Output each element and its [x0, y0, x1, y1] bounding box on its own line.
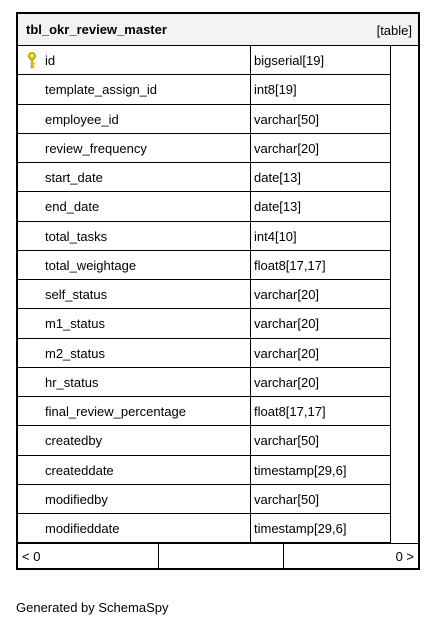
table-footer — [18, 543, 418, 568]
column-extra-cell — [391, 426, 418, 455]
column-list — [18, 46, 418, 543]
column-type-cell — [251, 280, 391, 309]
column-name-cell — [18, 456, 251, 485]
column-type: date[13] — [254, 199, 301, 215]
column-name: start_date — [45, 170, 103, 185]
column-name: createddate — [45, 462, 114, 478]
column-extra-cell — [391, 368, 418, 397]
column-extra-cell — [391, 280, 418, 309]
column-name: final_review_percentage — [45, 404, 186, 419]
column-type-cell — [251, 105, 391, 134]
column-type-cell — [251, 426, 391, 455]
column-name: self_status — [45, 287, 108, 302]
table-header — [18, 14, 418, 46]
column-name-cell — [18, 46, 251, 75]
column-name-cell — [18, 222, 251, 251]
column-extra-cell — [391, 514, 418, 543]
table-row[interactable] — [18, 456, 418, 485]
column-type-cell — [251, 163, 391, 192]
column-extra-cell — [391, 456, 418, 485]
table-row[interactable] — [18, 514, 418, 543]
column-type-cell — [251, 251, 391, 280]
column-name-cell — [18, 251, 251, 280]
table-row[interactable] — [18, 134, 418, 163]
column-name: total_tasks — [45, 228, 108, 244]
column-name-cell — [18, 339, 251, 368]
column-name-cell — [18, 134, 251, 163]
column-type: float8[17,17] — [254, 257, 326, 273]
column-type-cell — [251, 368, 391, 397]
column-name-cell — [18, 75, 251, 104]
column-extra-cell — [391, 163, 418, 192]
table-type-label: [table] — [376, 23, 412, 38]
column-name: hr_status — [45, 374, 99, 390]
column-type: timestamp[29,6] — [254, 521, 347, 536]
column-type: varchar[20] — [254, 140, 320, 156]
column-name-cell — [18, 105, 251, 134]
column-extra-cell — [391, 397, 418, 426]
table-row[interactable] — [18, 75, 418, 104]
column-type: varchar[20] — [254, 316, 320, 332]
column-type: timestamp[29,6] — [254, 462, 347, 478]
column-name: m1_status — [45, 316, 105, 332]
column-type-cell — [251, 339, 391, 368]
column-name-cell — [18, 514, 251, 543]
column-type: varchar[20] — [254, 287, 320, 302]
table-node[interactable] — [16, 12, 420, 570]
column-extra-cell — [391, 251, 418, 280]
column-type: float8[17,17] — [254, 404, 326, 419]
table-row[interactable] — [18, 368, 418, 397]
column-type-cell — [251, 397, 391, 426]
column-type: varchar[50] — [254, 491, 320, 507]
generated-by-text: Generated by SchemaSpy — [16, 600, 169, 615]
column-name-cell — [18, 163, 251, 192]
column-name: modifieddate — [45, 521, 120, 536]
column-name: m2_status — [45, 345, 105, 361]
column-type: date[13] — [254, 170, 301, 185]
table-row[interactable] — [18, 163, 418, 192]
table-row[interactable] — [18, 426, 418, 455]
column-extra-cell — [391, 75, 418, 104]
table-row[interactable] — [18, 192, 418, 221]
footer-divider — [158, 544, 159, 569]
table-row[interactable] — [18, 339, 418, 368]
column-name: id — [45, 53, 56, 68]
column-name: template_assign_id — [45, 82, 158, 98]
column-type-cell — [251, 514, 391, 543]
table-row[interactable] — [18, 485, 418, 514]
column-extra-cell — [391, 485, 418, 514]
column-type-cell — [251, 222, 391, 251]
column-extra-cell — [391, 134, 418, 163]
column-type-cell — [251, 46, 391, 75]
column-extra-cell — [391, 339, 418, 368]
table-row[interactable] — [18, 397, 418, 426]
column-type-cell — [251, 192, 391, 221]
column-name-cell — [18, 192, 251, 221]
column-name-cell — [18, 485, 251, 514]
column-name: createdby — [45, 433, 103, 449]
column-type: varchar[50] — [254, 433, 320, 449]
parents-count[interactable]: < 0 — [22, 549, 41, 564]
table-row[interactable] — [18, 251, 418, 280]
column-extra-cell — [391, 309, 418, 338]
footer-divider — [283, 544, 284, 569]
column-name-cell — [18, 309, 251, 338]
column-type: int8[19] — [254, 82, 297, 98]
column-name: modifiedby — [45, 491, 108, 507]
table-row[interactable] — [18, 280, 418, 309]
column-type: varchar[20] — [254, 374, 320, 390]
column-name: total_weightage — [45, 257, 137, 273]
column-type-cell — [251, 75, 391, 104]
column-name-cell — [18, 426, 251, 455]
column-name: employee_id — [45, 111, 119, 127]
table-row[interactable] — [18, 222, 418, 251]
column-type-cell — [251, 456, 391, 485]
key-icon — [27, 52, 37, 69]
table-row[interactable] — [18, 309, 418, 338]
column-type-cell — [251, 134, 391, 163]
table-name: tbl_okr_review_master — [26, 22, 167, 37]
column-name-cell — [18, 397, 251, 426]
column-name: review_frequency — [45, 140, 147, 156]
column-type: int4[10] — [254, 228, 297, 244]
column-name-cell — [18, 280, 251, 309]
column-type: bigserial[19] — [254, 53, 325, 68]
children-count[interactable]: 0 > — [395, 549, 414, 564]
column-extra-cell — [391, 192, 418, 221]
column-extra-cell — [391, 105, 418, 134]
column-name-cell — [18, 368, 251, 397]
column-name: end_date — [45, 199, 100, 215]
column-type: varchar[20] — [254, 345, 320, 361]
column-type-cell — [251, 485, 391, 514]
column-extra-cell — [391, 46, 418, 75]
column-extra-cell — [391, 222, 418, 251]
table-row[interactable] — [18, 46, 418, 75]
column-type-cell — [251, 309, 391, 338]
table-row[interactable] — [18, 105, 418, 134]
column-type: varchar[50] — [254, 111, 320, 127]
